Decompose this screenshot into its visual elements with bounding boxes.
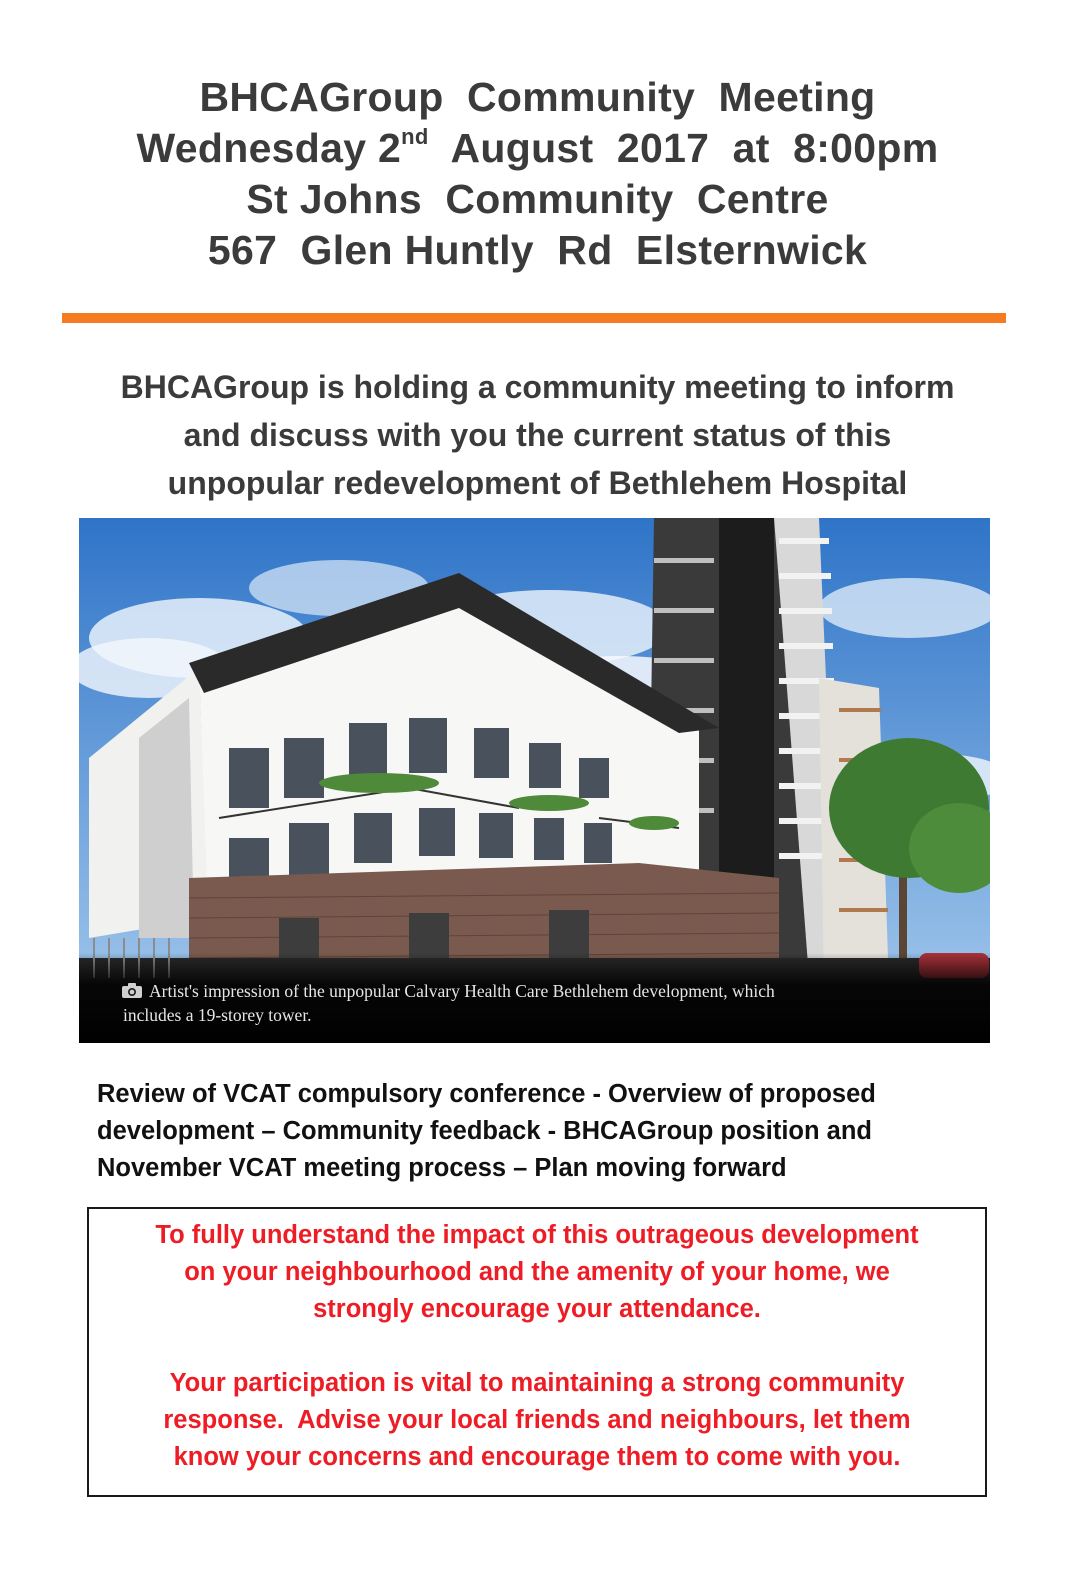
development-photo	[79, 518, 990, 1043]
agenda-line: development – Community feedback - BHCAGroup position and	[97, 1117, 872, 1145]
intro-text	[0, 363, 1075, 507]
intro-line: BHCAGroup is holding a community meeting to inform	[120, 369, 955, 405]
photo-caption	[123, 979, 953, 1027]
header-date	[0, 123, 1075, 174]
callout-line: response. Advise your local friends and neighbours, let them	[163, 1406, 911, 1434]
header-venue: St Johns Community Centre	[246, 176, 829, 222]
photo-caption-overlay	[79, 953, 990, 1043]
header-date-post: August 2017 at 8:00pm	[428, 125, 939, 171]
intro-line: unpopular redevelopment of Bethlehem Hospital	[167, 465, 908, 501]
caption-line: includes a 19-storey tower.	[123, 1005, 312, 1025]
callout-line: on your neighbourhood and the amenity of your home, we	[184, 1258, 890, 1286]
callout-line: know your concerns and encourage them to come with you.	[173, 1443, 901, 1471]
intro-line: and discuss with you the current status of this	[183, 417, 892, 453]
callout-line: Your participation is vital to maintaining a strong community	[169, 1369, 905, 1397]
agenda-line: Review of VCAT compulsory conference - Overview of proposed	[97, 1080, 876, 1108]
agenda-line: November VCAT meeting process – Plan moving forward	[97, 1154, 787, 1182]
callout-line: strongly encourage your attendance.	[313, 1295, 761, 1323]
agenda-text	[97, 1076, 997, 1187]
callout-paragraph-participation	[89, 1365, 985, 1476]
orange-divider	[62, 313, 1006, 323]
header-date-suffix: nd	[401, 124, 429, 149]
meeting-header	[0, 72, 1075, 276]
header-title: BHCAGroup Community Meeting	[199, 74, 876, 120]
attendance-callout-box	[87, 1207, 987, 1497]
header-date-pre: Wednesday 2	[136, 125, 402, 171]
callout-paragraph-impact	[89, 1217, 985, 1328]
callout-line: To fully understand the impact of this outrageous development	[155, 1221, 919, 1249]
header-address: 567 Glen Huntly Rd Elsternwick	[207, 227, 868, 273]
caption-line: Artist's impression of the unpopular Calvary Health Care Bethlehem development, which	[149, 981, 775, 1001]
